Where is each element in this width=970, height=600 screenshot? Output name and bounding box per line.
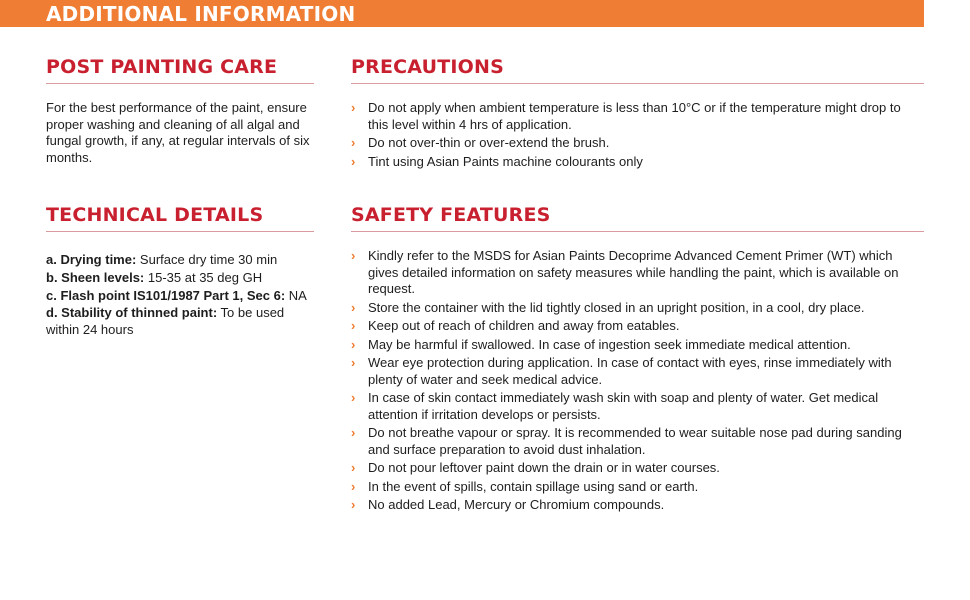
tech-row: a. Drying time: Surface dry time 30 min xyxy=(46,252,278,267)
list-item: › Do not breathe vapour or spray. It is recommended to wear suitable nose pad during sanding and surface preparation to avoid dust inhalation. xyxy=(351,425,902,457)
chevron-right-icon: › xyxy=(351,478,356,494)
list-item: › Keep out of reach of children and away from eatables. xyxy=(351,318,680,333)
technical-details-list xyxy=(46,251,314,338)
list-item: › May be harmful if swallowed. In case of ingestion seek immediate medical attention. xyxy=(351,336,851,352)
chevron-right-icon: › xyxy=(351,318,356,333)
list-item: › Do not pour leftover paint down the drain or in water courses. xyxy=(351,460,720,475)
list-item: › In the event of spills, contain spillage using sand or earth. xyxy=(351,478,699,494)
chevron-right-icon: › xyxy=(351,355,356,370)
chevron-right-icon: › xyxy=(351,153,356,169)
chevron-right-icon: › xyxy=(351,248,356,263)
tech-row: b. Sheen levels: 15-35 at 35 deg GH xyxy=(46,270,263,285)
safety-features-list xyxy=(351,248,924,514)
tech-row: c. Flash point IS101/1987 Part 1, Sec 6: NA xyxy=(46,288,307,303)
post-painting-care-section xyxy=(46,55,314,166)
post-painting-care-text: For the best performance of the paint, ensure proper washing and cleaning of all algal and fungal growth, if any, at regular intervals of six months. xyxy=(46,100,310,165)
banner-title: ADDITIONAL INFORMATION xyxy=(46,2,356,26)
technical-details-heading: TECHNICAL DETAILS xyxy=(46,203,314,232)
precautions-heading: PRECAUTIONS xyxy=(351,55,924,84)
safety-features-section xyxy=(351,203,924,516)
tech-row: d. Stability of thinned paint: To be used within 24 hours xyxy=(46,305,285,337)
technical-details-section xyxy=(46,203,314,338)
safety-features-heading: SAFETY FEATURES xyxy=(351,203,924,232)
chevron-right-icon: › xyxy=(351,299,356,315)
section-banner xyxy=(0,0,924,27)
precautions-list xyxy=(351,100,924,170)
precautions-section xyxy=(351,55,924,172)
post-painting-care-heading: POST PAINTING CARE xyxy=(46,55,314,84)
list-item: › Do not apply when ambient temperature is less than 10°C or if the temperature might drop to this level within 4 hrs of application. xyxy=(351,100,901,132)
chevron-right-icon: › xyxy=(351,460,356,475)
chevron-right-icon: › xyxy=(351,425,356,440)
list-item: › Do not over-thin or over-extend the brush. xyxy=(351,135,610,150)
list-item: › Tint using Asian Paints machine colourants only xyxy=(351,153,643,169)
chevron-right-icon: › xyxy=(351,390,356,405)
list-item: › Kindly refer to the MSDS for Asian Paints Decoprime Advanced Cement Primer (WT) which gives detailed information on safety measures while handling the paint, which is available on request. xyxy=(351,248,899,296)
chevron-right-icon: › xyxy=(351,336,356,352)
chevron-right-icon: › xyxy=(351,100,356,115)
list-item: › Wear eye protection during application. In case of contact with eyes, rinse immediately with plenty of water and seek medical advice. xyxy=(351,355,892,387)
list-item: › No added Lead, Mercury or Chromium compounds. xyxy=(351,497,665,512)
chevron-right-icon: › xyxy=(351,497,356,512)
list-item: › In case of skin contact immediately wash skin with soap and plenty of water. Get medical attention if irritation develops or persists. xyxy=(351,390,879,422)
chevron-right-icon: › xyxy=(351,135,356,150)
list-item: › Store the container with the lid tightly closed in an upright position, in a cool, dry place. xyxy=(351,299,865,315)
